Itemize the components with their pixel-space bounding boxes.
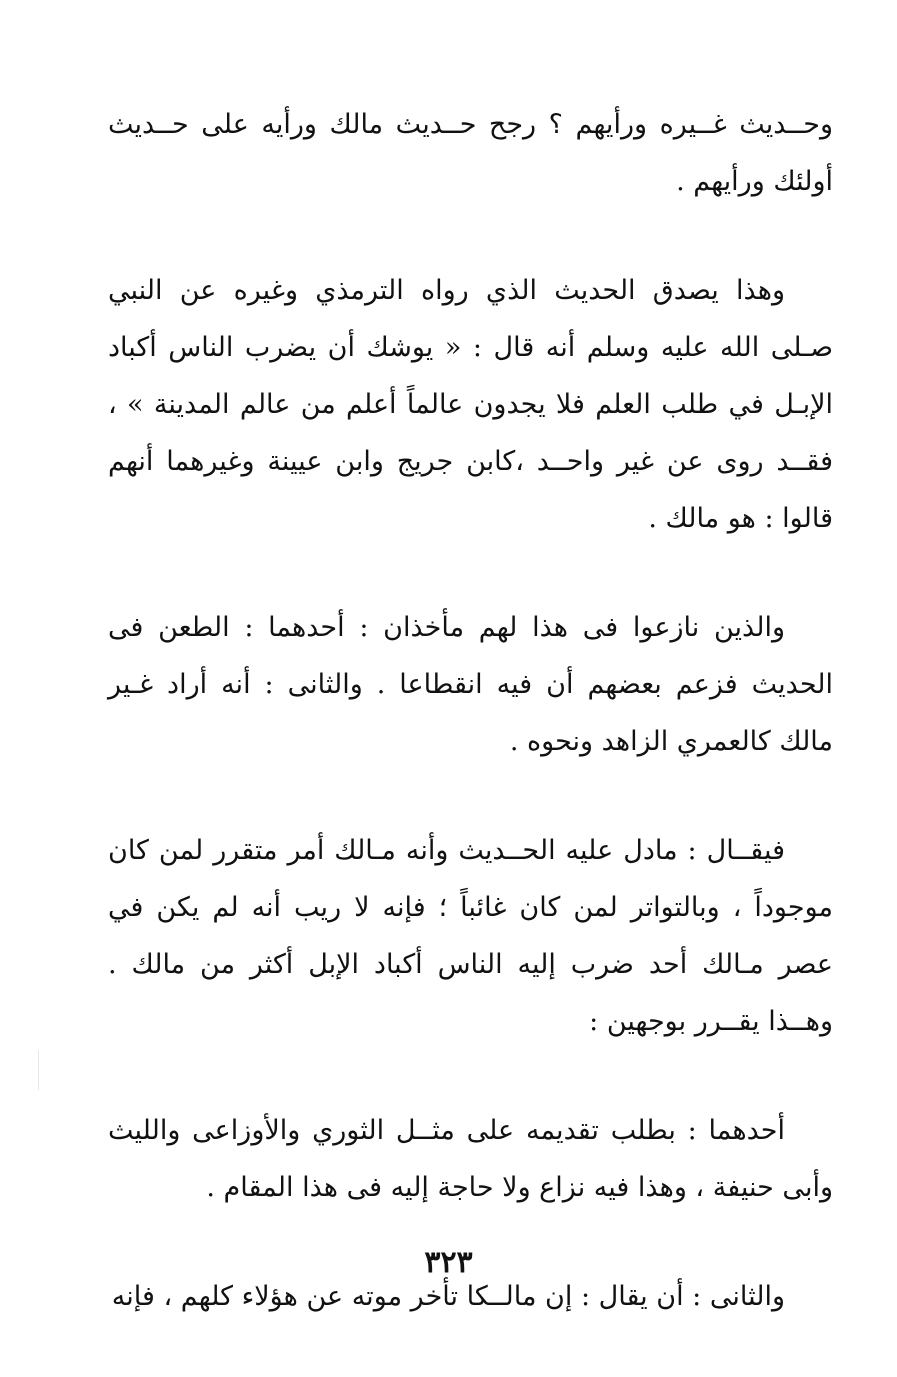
paragraph-3: والذين نازعوا فى هذا لهم مأخذان : أحدهما : الطعن فى الحديث فزعم بعضهم أن فيه انقطاعا . والثانى : أنه أراد غـير مالك كالعمري الزاهد ونحوه . bbox=[108, 612, 833, 757]
paragraph-2: وهذا يصدق الحديث الذي رواه الترمذي وغيره عن النبي صـلى الله عليه وسلم أنه قال : « يوشك أن يضرب الناس أكباد الإبـل في طلب العلم فلا يجدون عالماً أعلم من عالم المدينة » ، فقــد روى عن غير واحــد ،كابن جريج وابن عيينة وغيرهما أنهم قالوا : هو مالك . bbox=[108, 275, 833, 534]
paragraph-1: وحــديث غــيره ورأيهم ؟ رجح حــديث مالك ورأيه على حــديث أولئك ورأيهم . bbox=[108, 109, 833, 197]
paragraph-6: والثانى : أن يقال : إن مالــكا تأخر موته عن هؤلاء كلهم ، فإنه bbox=[111, 1281, 785, 1312]
paragraph-4: فيقــال : مادل عليه الحــديث وأنه مـالك أمر متقرر لمن كان موجوداً ، وبالتواتر لمن كان غائباً ؛ فإنه لا ريب أنه لم يكن في عصر مـالك أحد ضرب إليه الناس أكباد الإبل أكثر من مالك . وهــذا يقــرر بوجهين : bbox=[108, 835, 833, 1037]
page-body-text bbox=[108, 96, 833, 1377]
margin-mark bbox=[38, 1050, 39, 1090]
paragraph-5: أحدهما : بطلب تقديمه على مثــل الثوري والأوزاعى والليث وأبى حنيفة ، وهذا فيه نزاع ولا حاجة إليه فى هذا المقام . bbox=[108, 1115, 833, 1203]
page-number: ٣٢٣ bbox=[424, 1245, 473, 1280]
